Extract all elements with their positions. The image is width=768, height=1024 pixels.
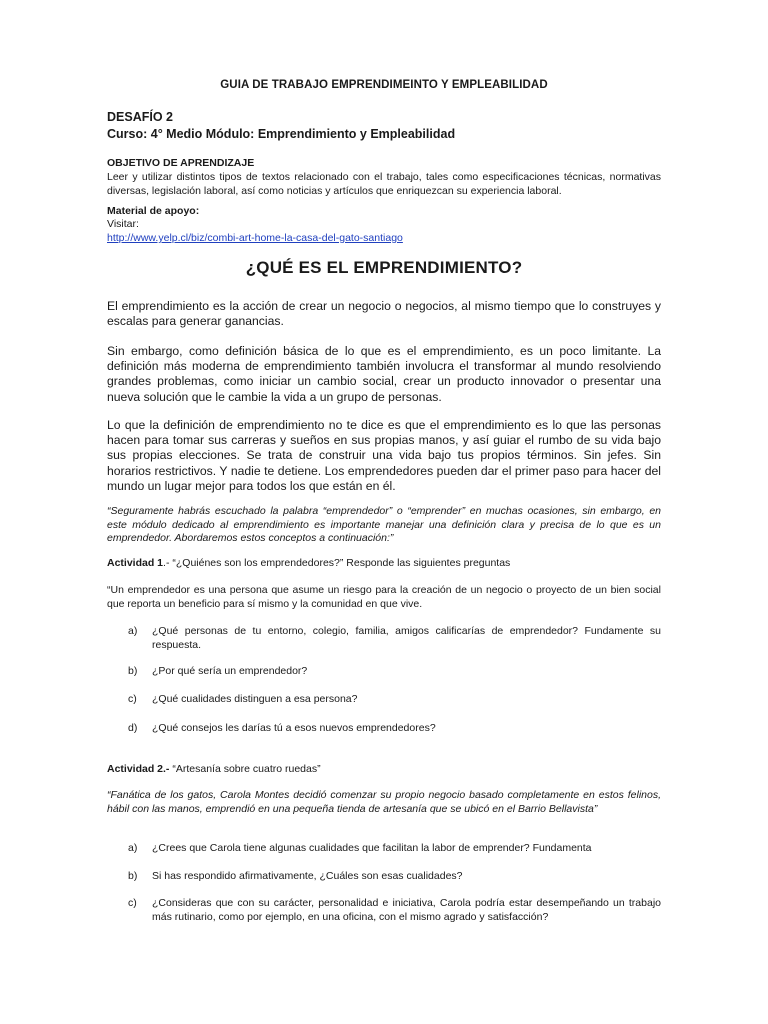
objetivo-heading: OBJETIVO DE APRENDIZAJE: [107, 157, 255, 169]
question-text: ¿Consideras que con su carácter, personalidad e iniciativa, Carola podría estar desempeñando un trabajo más rutinario, como por ejemplo, en una oficina, con el mismo agrado y satisfacción?: [152, 897, 661, 923]
desafio-heading: DESAFÍO 2: [107, 110, 173, 124]
question-text: ¿Qué consejos les darías tú a esos nuevos emprendedores?: [152, 722, 436, 734]
carola-quote: “Fanática de los gatos, Carola Montes decidió comenzar su propio negocio basado completamente en estos felinos, hábil con las manos, emprendió en una pequeña tienda de artesanía que se ubicó en el Barrio Bellavista”: [107, 789, 661, 815]
objetivo-text: Leer y utilizar distintos tipos de textos relacionado con el trabajo, tales como especificaciones técnicas, normativas diversas, legislación laboral, así como noticias y artículos que enriquezcan su experiencia laboral.: [107, 171, 661, 197]
actividad-1-title: .- “¿Quiénes son los emprendedores?” Responde las siguientes preguntas: [163, 557, 511, 569]
paragraph-3: Lo que la definición de emprendimiento no te dice es que el emprendimiento es lo que las personas hacen para tomar sus carreras y sueños en sus propias manos, y así guiar el rumbo de su vida bajo sus propias elecciones. Se trata de construir una vida bajo tus propios términos. Sin jefes. Sin horarios restrictivos. Y nadie te detiene. Los emprendedores pueden dar el primer paso para hacer del mundo un lugar mejor para todos los que están en él.: [107, 418, 661, 493]
question-letter: b): [128, 665, 138, 677]
document-title: GUIA DE TRABAJO EMPRENDIMEINTO Y EMPLEABILIDAD: [220, 79, 548, 91]
question-1d: [128, 722, 661, 736]
actividad-1-label: Actividad 1: [107, 557, 164, 569]
question-letter: d): [128, 722, 138, 734]
actividad-2-heading: [107, 763, 661, 777]
question-text: ¿Por qué sería un emprendedor?: [152, 665, 308, 677]
support-link[interactable]: http://www.yelp.cl/biz/combi-art-home-la-casa-del-gato-santiago: [107, 232, 403, 244]
question-2b: [128, 870, 661, 884]
intro-quote: “Seguramente habrás escuchado la palabra “emprendedor” o “emprender” en muchas ocasiones, sin embargo, en este módulo dedicado al emprendimiento es importante manejar una definición clara y precisa de lo que es un emprendedor. Abordaremos estos conceptos a continuación:”: [107, 505, 661, 544]
question-2a: [128, 842, 661, 856]
emprendedor-definition: “Un emprendedor es una persona que asume un riesgo para la creación de un negocio o proyecto de un bien social que reporta un beneficio para sí mismo y la comunidad en que vive.: [107, 584, 661, 610]
actividad-2-label: Actividad 2.-: [107, 763, 170, 775]
question-letter: c): [128, 897, 137, 909]
paragraph-1: El emprendimiento es la acción de crear un negocio o negocios, al mismo tiempo que lo construyes y escalas para generar ganancias.: [107, 299, 661, 329]
question-letter: a): [128, 842, 138, 854]
question-1b: [128, 665, 661, 679]
material-heading: Material de apoyo:: [107, 205, 200, 217]
question-letter: c): [128, 693, 137, 705]
actividad-1-heading: [107, 557, 661, 571]
paragraph-2: Sin embargo, como definición básica de lo que es el emprendimiento, es un poco limitante. La definición más moderna de emprendimiento también involucra el transformar al mundo resolviendo grandes problemas, como iniciar un cambio social, crear un producto innovador o presentar una nueva solución que le cambie la vida a un grupo de personas.: [107, 344, 661, 404]
curso-heading: Curso: 4° Medio Módulo: Emprendimiento y Empleabilidad: [107, 127, 456, 141]
question-text: ¿Crees que Carola tiene algunas cualidades que facilitan la labor de emprender? Fundamenta: [152, 842, 592, 854]
question-text: Si has respondido afirmativamente, ¿Cuáles son esas cualidades?: [152, 870, 463, 882]
question-2c: [128, 897, 661, 924]
question-letter: a): [128, 625, 138, 637]
visitar-label: Visitar:: [107, 218, 139, 230]
question-text: ¿Qué cualidades distinguen a esa persona?: [152, 693, 358, 705]
question-1a: [128, 625, 661, 652]
main-title: ¿QUÉ ES EL EMPRENDIMIENTO?: [245, 258, 523, 277]
question-1c: [128, 693, 661, 707]
actividad-2-title: “Artesanía sobre cuatro ruedas”: [169, 763, 321, 775]
question-text: ¿Qué personas de tu entorno, colegio, familia, amigos calificarías de emprendedor? Fundamente su respuesta.: [152, 625, 661, 651]
question-letter: b): [128, 870, 138, 882]
